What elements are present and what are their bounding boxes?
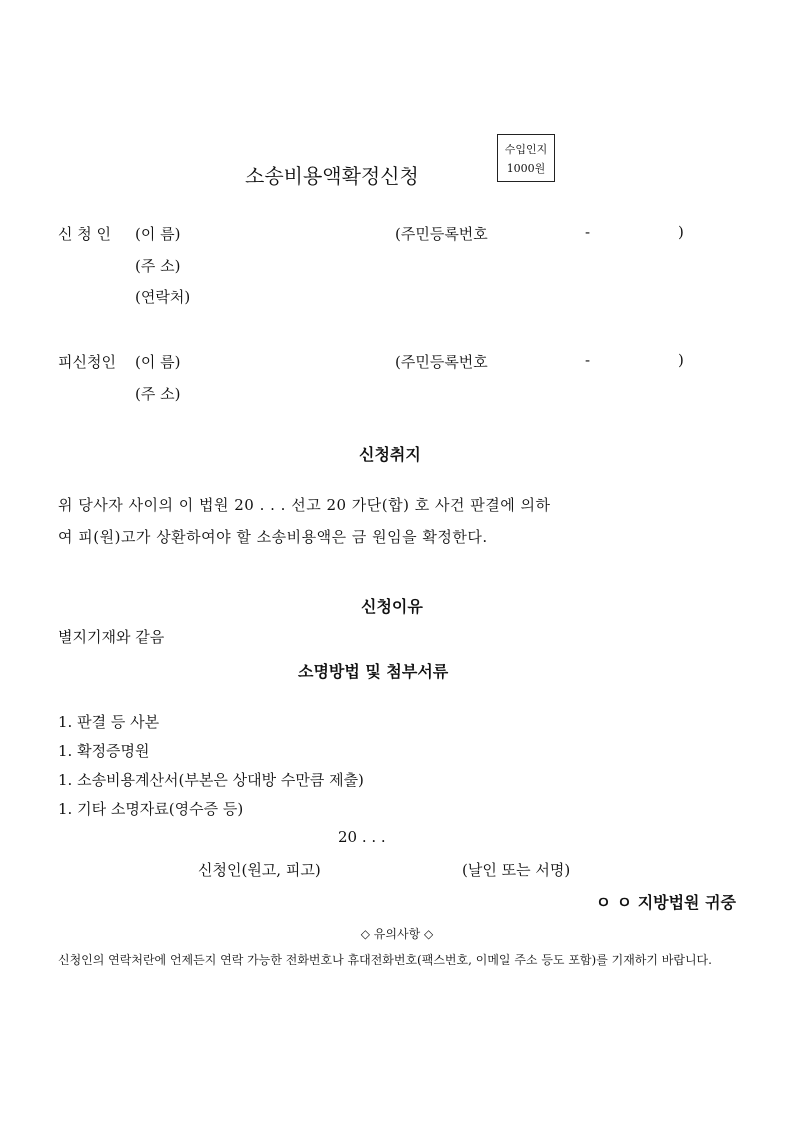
signature-label: 신청인(원고, 피고) <box>198 861 321 879</box>
respondent-id-label: (주민등록번호 <box>395 353 488 371</box>
evidence-item: 1. 기타 소명자료(영수증 등) <box>58 800 244 818</box>
applicant-address-label: (주 소) <box>135 257 181 275</box>
respondent-name-label: (이 름) <box>135 353 181 371</box>
signature-seal-label: (날인 또는 서명) <box>462 861 571 879</box>
evidence-item: 1. 판결 등 사본 <box>58 713 160 731</box>
note-title: ◇ 유의사항 ◇ <box>360 927 434 941</box>
revenue-stamp-box <box>497 134 555 182</box>
applicant-id-label: (주민등록번호 <box>395 225 488 243</box>
respondent-label: 피신청인 <box>58 353 116 371</box>
evidence-heading: 소명방법 및 첨부서류 <box>298 662 449 681</box>
note-body: 신청인의 연락처란에 언제든지 연락 가능한 전화번호나 휴대전화번호(팩스번호, 이메일 주소 등도 포함)를 기재하기 바랍니다. <box>58 953 712 967</box>
evidence-item: 1. 소송비용계산서(부본은 상대방 수만큼 제출) <box>58 771 364 789</box>
respondent-id-close: ) <box>678 351 684 369</box>
applicant-id-dash: - <box>585 223 591 241</box>
respondent-id-dash: - <box>585 351 591 369</box>
purpose-line-1: 위 당사자 사이의 이 법원 20 . . . 선고 20 가단(합) 호 사건 판결에 의하 <box>58 496 551 514</box>
stamp-label: 수입인지 <box>504 143 548 156</box>
applicant-id-close: ) <box>678 223 684 241</box>
stamp-amount: 1000원 <box>506 162 546 175</box>
respondent-address-label: (주 소) <box>135 385 181 403</box>
applicant-contact-label: (연락처) <box>135 288 191 306</box>
date-line: 20 . . . <box>338 828 386 846</box>
evidence-item: 1. 확정증명원 <box>58 742 150 760</box>
page-title: 소송비용액확정신청 <box>245 164 419 188</box>
purpose-heading: 신청취지 <box>359 445 421 464</box>
reason-heading: 신청이유 <box>361 597 423 616</box>
applicant-name-label: (이 름) <box>135 225 181 243</box>
applicant-label: 신 청 인 <box>58 225 112 243</box>
reason-text: 별지기재와 같음 <box>58 628 165 646</box>
purpose-line-2: 여 피(원)고가 상환하여야 할 소송비용액은 금 원임을 확정한다. <box>58 528 488 546</box>
court-addressee: ㅇ ㅇ 지방법원 귀중 <box>595 893 736 912</box>
